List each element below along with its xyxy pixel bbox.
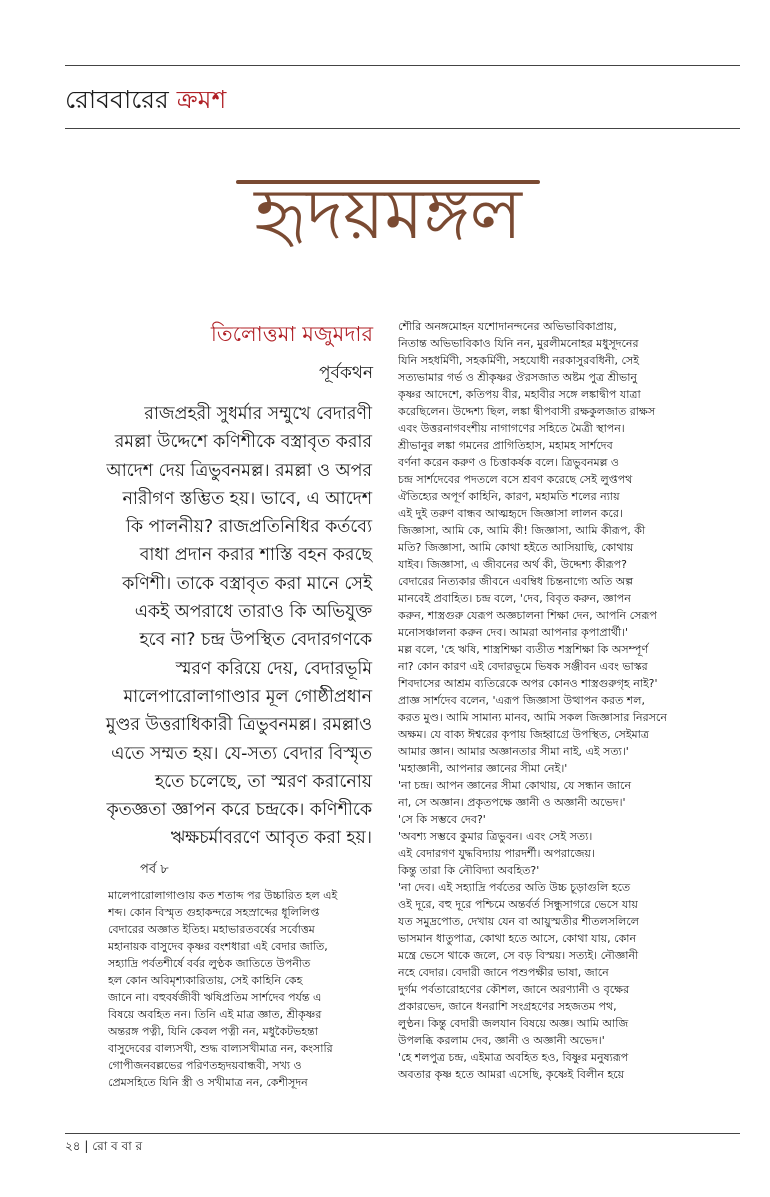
lead-line: এতে সম্মত হয়। যে-সত্য বেদার বিস্মৃত — [111, 743, 372, 764]
text-line: আমার জ্ঞান। আমার অজ্ঞানতার সীমা নাই, এই সত্য।' — [398, 745, 629, 758]
text-line: গোপীজনবল্লভের পরিণতহৃদয়বান্ধবী, সখ্য ও — [108, 1059, 302, 1072]
text-line: মতি? জিজ্ঞাসা, আমি কোথা হইতে আসিয়াছি, কোথায় — [398, 541, 634, 554]
text-line: লুণ্ঠন। কিন্তু বেদারী জলযান বিষয়ে অজ্ঞ। আমি আজি — [398, 1017, 629, 1030]
text-line: প্রেমসহিতে যিনি স্ত্রী ও সখীমাত্র নন, কেশীসূদন — [108, 1076, 308, 1089]
text-line: বেদারের নিত্যকার জীবনে এবম্বিধ চিন্তনাগ্যে অতি অল্প — [398, 575, 634, 588]
text-line: নহে বেদার। বেদারী জানে পশুপক্ষীর ভাষা, জানে — [398, 966, 609, 979]
text-line: ওই দূরে, বহু দূরে পশ্চিমে অন্তর্বর্ত সিন্ধুসাগরে ভেসে যায় — [398, 898, 638, 911]
text-line: করেছিলেন। উদ্দেশ্য ছিল, লঙ্কা দ্বীপবাসী রক্ষকুলজাত রাক্ষস — [398, 405, 656, 418]
text-line: শৌরি অনঙ্গমোহন যশোদানন্দনের অভিভাবিকাপ্রায়, — [398, 320, 617, 333]
lead-line: আদেশ দেয় ত্রিভুবনমল্ল। রমল্লা ও অপর — [106, 460, 372, 481]
lead-line: নারীগণ স্তম্ভিত হয়। ভাবে, এ আদেশ — [122, 488, 372, 509]
text-line: বর্ণনা করেন করুণ ও চিত্তাকর্ষক বলে। ত্রিভুবনমল্ল ও — [398, 456, 620, 469]
text-line: মন্ত্রে ভেসে থাকে জলে, সে বড় বিস্ময়। সত্যই। নৌজ্ঞানী — [398, 949, 639, 962]
text-line: জিজ্ঞাসা, আমি কে, আমি কী! জিজ্ঞাসা, আমি কীরূপ, কী — [398, 524, 646, 537]
lead-line: হতে চলেছে, তা স্মরণ করানোয় — [154, 771, 372, 792]
text-line: অন্তরঙ্গ পত্নী, যিনি কেবল পত্নী নন, মধুকৈটভহন্তা — [108, 1025, 318, 1038]
title-logo-text: হৃদয়মঙ্গল — [254, 173, 522, 255]
lead-line: ঋক্ষচর্মাবরণে আবৃত করা হয়। — [170, 828, 372, 849]
lead-line: স্মরণ করিয়ে দেয়, বেদারভূমি — [175, 658, 372, 679]
lead-line: মালেপারোলাগাণ্ডার মূল গোষ্ঠীপ্রধান — [123, 686, 372, 707]
header-rule — [65, 128, 740, 129]
text-line: মনোসঞ্চালনা করুন দেব। আমরা আপনার কৃপাপ্রার্থী।' — [398, 626, 629, 639]
text-line: ভাসমান ধাতুপাত্র, কোথা হতে আসে, কোথা যায়, কোন — [398, 932, 637, 945]
text-line: মানবেই প্রবাহিত। চন্দ্র বলে, 'দেব, বিবৃত করুন, জ্ঞাপন — [398, 592, 631, 605]
top-rule — [65, 65, 740, 66]
text-line: 'অবশ্য সম্ভবে কুমার ত্রিভুবন। এবং সেই সত্য। — [398, 830, 593, 843]
text-line: কৃষ্ণর আদেশে, কতিপয় বীর, মহাবীর সঙ্গে লঙ্কাদ্বীপ যাত্রা — [398, 388, 641, 401]
text-line: 'না দেব। এই সহ্যাদ্রি পর্বতের অতি উচ্চ চূড়াগুলি হতে — [398, 881, 631, 894]
text-line: বাসুদেবের বাল্যসখী, শুদ্ধ বাল্যসখীমাত্র নন, কংসারি — [108, 1042, 333, 1055]
text-line: 'না চন্দ্র। আপন জ্ঞানের সীমা কোথায়, যে সন্ধান জানে — [398, 779, 632, 792]
text-line: জানে না। বহুবর্ষজীবী ঋষিপ্রতিম সার্শদেব পর্যন্ত এ — [108, 991, 322, 1004]
text-line: হল কোন অবিমৃশ্যকারিতায়, সেই কাহিনি কেহ — [108, 974, 303, 987]
text-line: যত সমুদ্রপোত, দেখায় যেন বা আয়ুস্মতীর শীতলসলিলে — [398, 915, 639, 928]
left-text-column — [108, 887, 378, 1091]
right-text-column — [398, 318, 700, 1083]
page-footer: ২৪ | রো ব বা র — [65, 1139, 143, 1153]
section-title: পূর্বকথন — [318, 363, 373, 383]
lead-line: হবে না? চন্দ্র উপস্থিত বেদারগণকে — [139, 630, 372, 651]
text-line: কিন্তু তারা কি নৌবিদ্যা অবহিত?' — [398, 864, 540, 877]
text-line: নিতান্ত অভিভাবিকাও যিনি নন, মুরলীমনোহর মধুসূদনের — [398, 337, 639, 350]
text-line: দুর্গম পর্বতারোহণের কৌশল, জানে অরণ্যানী ও বৃক্ষের — [398, 983, 630, 996]
lead-paragraph — [100, 400, 372, 853]
lead-line: কৃতজ্ঞতা জ্ঞাপন করে চন্দ্রকে। কণিশীকে — [106, 800, 372, 821]
text-line: অক্ষম। যে বাক্য ঈশ্বরের কৃপায় জিহ্বাগ্রে উপস্থিত, সেইমাত্র — [398, 728, 649, 741]
lead-line: রমল্লা উদ্দেশে কণিশীকে বস্ত্রাবৃত করার — [114, 432, 372, 453]
section-header — [65, 80, 226, 123]
text-line: প্রাজ্ঞ সার্শদেব বলেন, 'এরূপ জিজ্ঞাসা উত্থাপন করত শল, — [398, 694, 645, 707]
lead-line: কণিশী। তাকে বস্ত্রাবৃত করা মানে সেই — [122, 573, 372, 594]
chapter-number: পর্ব ৮ — [140, 862, 169, 877]
lead-line: বাধা প্রদান করার শাস্তি বহন করছে — [139, 545, 372, 566]
text-line: উপলব্ধি করলাম দেব, জ্ঞানী ও অজ্ঞানী অভেদ।' — [398, 1034, 605, 1047]
text-line: এই বেদারগণ যুদ্ধবিদ্যায় পারদর্শী। অপরাজেয়। — [398, 847, 595, 860]
text-line: এবং উত্তরনাগবংশীয় নাগাগণের সহিতে মৈত্রী স্থাপন। — [398, 422, 625, 435]
lead-line: মুণ্ডর উত্তরাধিকারী ত্রিভুবনমল্ল। রমল্লাও — [105, 715, 372, 736]
text-line: অবতার কৃষ্ণ হতে আমরা এসেছি, কৃষ্ণেই বিলীন হয়ে — [398, 1068, 625, 1081]
footer-rule — [65, 1133, 740, 1134]
text-line: করত মুণ্ড। আমি সামান্য মানব, আমি সকল জিজ্ঞাসার নিরসনে — [398, 711, 667, 724]
text-line: শিবদাসের আশ্রম ব্যতিরেকে অপর কোনও শাস্ত্রগুরুগৃহ নাই?' — [398, 677, 658, 690]
text-line: 'হে শলপুত্র চন্দ্র, এইমাত্র অবহিত হও, বিষ্ণুর মনুষ্যরূপ — [398, 1051, 629, 1064]
text-line: সত্যভামার গর্ভ ও শ্রীকৃষ্ণর ঔরসজাত অষ্টম পুত্র শ্রীভানু — [398, 371, 637, 384]
header-accent: ক্রমশ — [176, 85, 227, 114]
text-line: সহ্যাদ্রি পর্বতশীর্ষে বর্বর লুণ্ঠক জাতিতে উপনীত — [108, 957, 311, 970]
text-line: না, সে অজ্ঞান। প্রকৃতপক্ষে জ্ঞানী ও অজ্ঞানী অভেদ।' — [398, 796, 626, 809]
lead-line: একই অপরাধে তারাও কি অভিযুক্ত — [134, 602, 372, 623]
text-line: এই দুই তরুণ বান্ধব আত্মহৃদে জিজ্ঞাসা লালন করে। — [398, 507, 623, 520]
author-name: তিলোত্তমা মজুমদার — [210, 322, 373, 346]
text-line: না? কোন কারণ এই বেদারভূমে ভিষক সঞ্জীবন এবং ভাস্কর — [398, 660, 648, 673]
text-line: বিষয়ে অবহিত নন। তিনি এই মাত্র জ্ঞাত, শ্রীকৃষ্ণর — [108, 1008, 322, 1021]
text-line: যিনি সহধর্মিণী, সহকর্মিণী, সহযোধী নরকাসুরবধিনী, সেই — [398, 354, 639, 367]
text-line: 'সে কি সম্ভবে দেব?' — [398, 813, 486, 826]
text-line: মালেপারোলাগাণ্ডায় কত শতাব্দ পর উচ্চারিত হল এই — [108, 889, 338, 902]
text-line: শ্রীভানুর লঙ্কা গমনের প্রাগিতিহাস, মহামহ সার্শদেব — [398, 439, 613, 452]
text-line: শব্দ। কোন বিস্মৃত গুহাকন্দরে সহস্রাব্দের ধূলিলিপ্ত — [108, 906, 320, 919]
title-logo — [228, 160, 548, 260]
text-line: মল্ল বলে, 'হে ঋষি, শাস্ত্রশিক্ষা ব্যতীত শস্ত্রশিক্ষা কি অসম্পূর্ণ — [398, 643, 649, 656]
text-line: 'মহাজ্ঞানী, আপনার জ্ঞানের সীমা নেই।' — [398, 762, 568, 775]
lead-line: কি পালনীয়? রাজপ্রতিনিধির কর্তব্যে — [125, 517, 372, 538]
text-line: প্রকারভেদ, জানে ধনরাশি সংগ্রহণের সহজতম পথ, — [398, 1000, 617, 1013]
header-prefix: রোববারের — [65, 85, 177, 114]
text-line: করুন, শাস্ত্রগুরু যেরূপ অজ্ঞচালনা শিক্ষা দেন, আপনি সেরূপ — [398, 609, 657, 622]
text-line: ঐতিহ্যের অপূর্ণ কাহিনি, কারণ, মহামতি শলের ন্যায় — [398, 490, 620, 503]
text-line: মহানায়ক বাসুদেব কৃষ্ণর বংশধারা এই বেদার জাতি, — [108, 940, 328, 953]
text-line: চন্দ্র সার্শদেবের পদতলে বসে শ্রবণ করেছে সেই লুপ্তপথ — [398, 473, 633, 486]
lead-line: রাজপ্রহরী সুধর্মার সম্মুখে বেদারণী — [144, 404, 372, 424]
text-line: বেদারের অজ্ঞাত ইতিহ। মহাভারতবর্ষের সর্বোত্তম — [108, 923, 315, 936]
text-line: যাইব। জিজ্ঞাসা, এ জীবনের অর্থ কী, উদ্দেশ্য কীরূপ? — [398, 558, 627, 571]
